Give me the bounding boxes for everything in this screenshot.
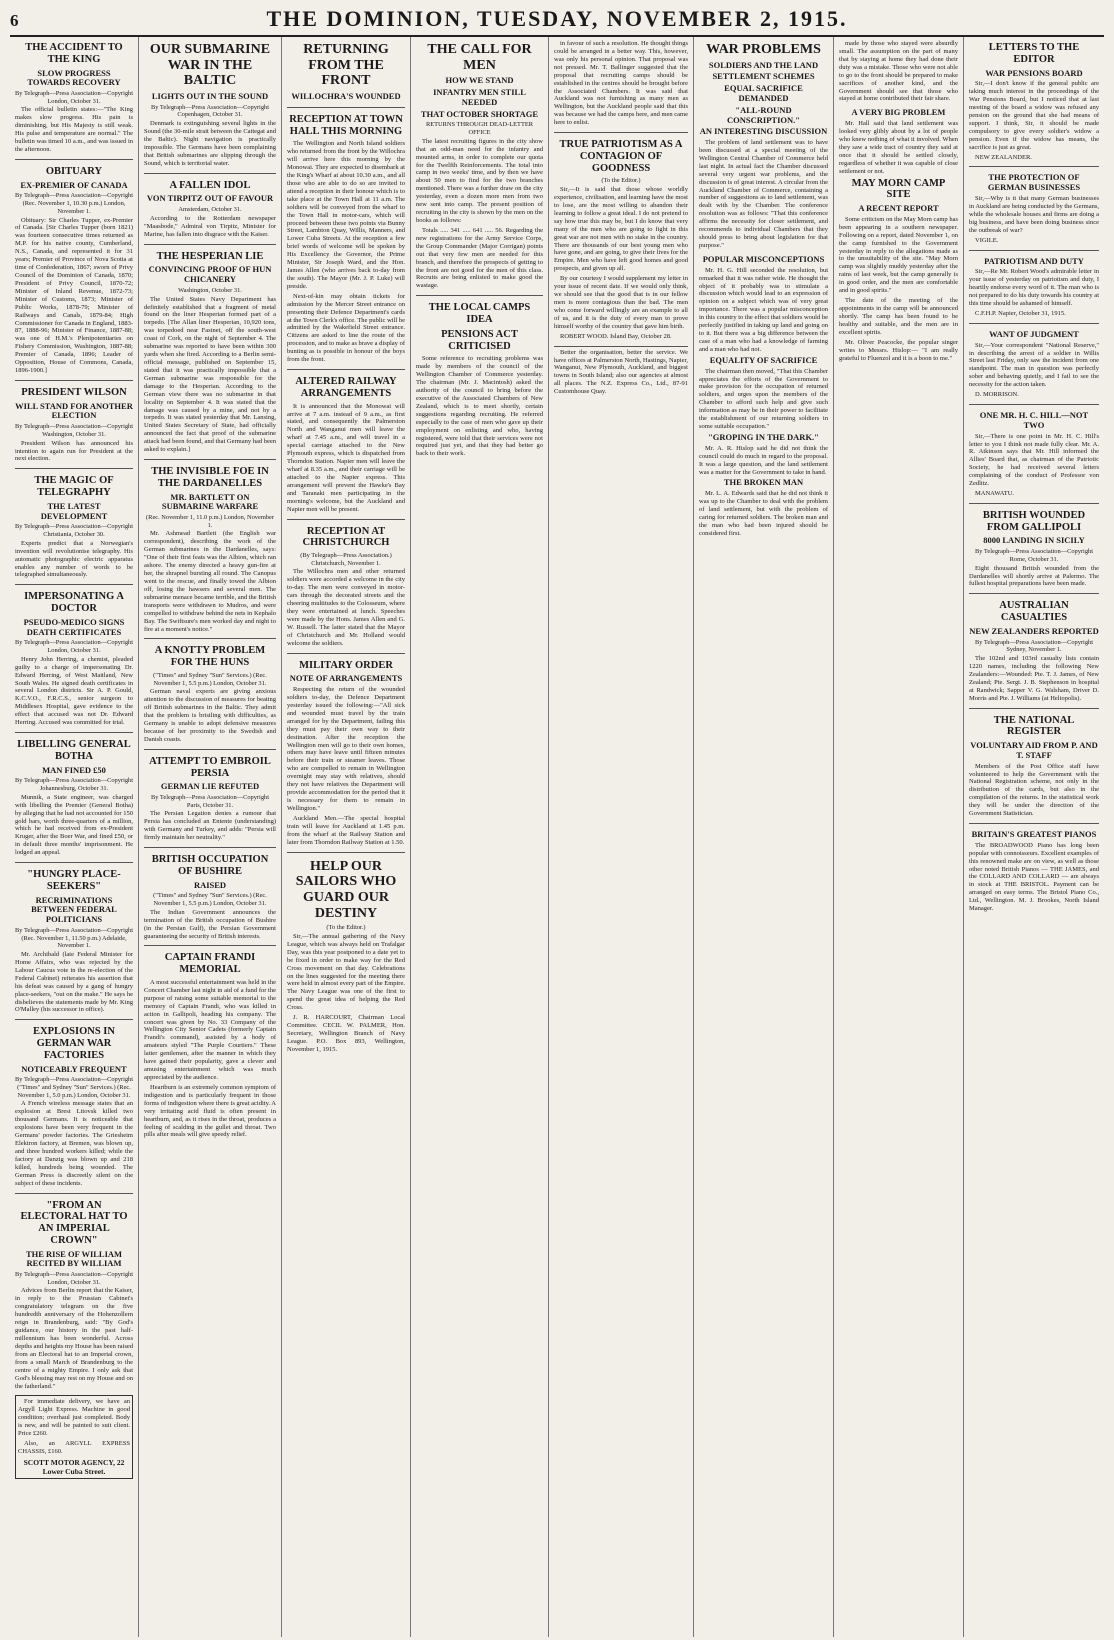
subheadline: A RECENT REPORT [858,203,939,214]
article-returning-front [287,42,405,102]
column-2 [139,37,282,1637]
dateline: By Telegraph—Press Association—Copyright (Rec. November 1, 11.50 p.m.) Adelaide, November 1. [15,926,134,950]
section-broken-man [699,478,828,537]
headline: THE MAGIC OF TELEGRAPHY [34,475,114,499]
article-body: Eight thousand British wounded from the Dardanelles will shortly arrive at Palermo. The fullest hospital preparations have been made. [969,564,1099,588]
article-knotty-problem [144,638,276,743]
headline: LIBELLING GENERAL BOTHA [17,739,131,762]
article-body: The date of the meeting of the appointments in the camp will be announced shortly. The camp has been found to be healthy and suitable, and the men are in excellent spirits. [839,297,958,336]
article-body: By our courtesy I would supplement my letter in your issue of recent date. If we would only think, we should see that the good that is in our fellow men is more contagious than the bad. The men who come forward willingly are an example to all of us, and it is the duty of every man to prove himself worthy of the country that gave him birth. [554,275,688,330]
dateline: RETURNS THROUGH DEAD-LETTER OFFICE [425,121,534,137]
article-body: in favour of such a resolution. He thought things could be arranged in a better way. This, however, was only his personal opinion. That proposal was not pressed. Mr. T. Ballinger suggested that the proposal that recruiting camps should be established in the centres should be brought before the Associated Chambers. It was said that Auckland was not furnishing as many men as Wellington, but the Auckland people said that this was because we had the camps here, and men came here to enlist. [554,40,688,127]
subheadline: 8000 LANDING IN SICILY [983,535,1085,546]
article-body: Sir,—Re Mr. Robert Wood's admirable letter in your issue of yesterday on patriotism and duty, I heartily endorse every word of it. The man who is not prepared to do his duty towards his country at this time should be ashamed of himself. [969,268,1099,307]
subheadline: THAT OCTOBER SHORTAGE [420,108,539,119]
article-body: Henry John Herring, a chemist, pleaded guilty to a charge of impersonating Dr. Edward Herring, of West Maitland, New South Wales. He signed death certificates in several London districts. Sir A. P. Gould, K.C.V.O., F.R.C.S., senior surgeon to Middlesex Hospital, gave evidence to the effect that accused was not Dr. Edward Herring. Accused was committed for trial. [15,655,133,727]
article-body: President Wilson has announced his intention to again run for President at the next election. [15,439,133,463]
headline: AUSTRALIAN CASUALTIES [999,600,1069,624]
article-body: The problem of land settlement was to have been discussed at a special meeting of the Wellington Central Chamber of Commerce held last night. In actual fact the Chamber discussed several very urgent war problems, and the discussion is of great interest. A circular from the Auckland Chamber of Commerce, containing a number of suggestions as to land settlement, was dealt with by the Chamber. The conference resolution was as follows: "That this conference affirms the necessity for closer settlement, and recommends to individual Chambers that they should press to bring about legislation for that purpose." [699,139,828,250]
subheadline: INFANTRY MEN STILL NEEDED [433,87,526,107]
headline: PATRIOTISM AND DUTY [984,255,1084,266]
article-body: Heartburn is an extremely common symptom of indigestion and is particularly frequent in those forms of indigestion where there is great acidity. A very irritating acid fluid is often present in heartburn, and, as it rises in the throat, produces a feeling of scalding in the gullet and throat. Two pills after meals will give speedy relief. [144,1083,276,1139]
article-body: Mr. A. R. Hislop said he did not think the council could do much in regard to the proposal. It was a large question, and the land settlement was a matter for the Government to take in hand. [699,444,828,476]
section-big-problem [839,108,958,175]
section-misconceptions [699,255,828,354]
signature: MANAWATU. [975,490,1015,498]
headline: "FROM AN ELECTORAL HAT TO AN IMPERIAL CROWN" [20,1199,128,1246]
article-continued [554,40,688,127]
subheadline: LIGHTS OUT IN THE SOUND [151,91,269,102]
article-body: Members of the Post Office staff have volunteered to help the Government with the National Registration scheme, not only in the distribution of the cards, but also in the compilation of the returns. In the statistical work they will be under the direction of the Government Statistician. [969,762,1099,818]
article-continued [839,40,958,103]
dateline: By Telegraph—Press Association—Copyright ("Times" and Sydney "Sun" Services.) (Rec. November 1, 5.0 p.m.) London, October 31. [15,1076,134,1099]
section-heading: "GROPING IN THE DARK." [708,431,819,442]
dateline: By Telegraph—Press Association—Copyright Rome, October 31. [974,548,1093,563]
column-3 [282,37,411,1637]
article-body: The chairman then moved, "That this Chamber appreciates the efforts of the Government to make provision for the occupation of returned soldiers, and urges upon the members of the Chamber to afford such help and give such information as may be in their power to facilitate the establishment of our returning soldiers in some suitable occupation." [699,367,828,431]
dateline: By Telegraph—Press Association—Copyright Copenhagen, October 31. [150,103,269,119]
dateline: ("Times" and Sydney "Sun" Services.) (Rec. November 1, 5.5 p.m.) London, October 31. [153,671,267,687]
headline: OUR SUBMARINE WAR IN THE BALTIC [149,42,271,89]
headline: THE NATIONAL REGISTER [993,714,1075,738]
dateline: (By Telegraph—Press Association.) Christchurch, November 1. [300,552,392,567]
subheadline: NOTE OF ARRANGEMENTS [289,673,403,684]
subheadline: WILL STAND FOR ANOTHER ELECTION [15,400,133,421]
article-british-wounded [969,503,1099,588]
headline: LETTERS TO THE EDITOR [988,42,1080,65]
article-body: Munnik, a State engineer, was charged with libelling the Premier (General Botha) by alleging that he had not accounted for 150 gold bars, worth three-quarters of a million, which he had received from ex-President Kruger, after the Boer War, and fined £50, or in default three months' imprisonment. He lodged an appeal. [15,793,133,857]
article-king-accident [15,42,133,154]
subheadline: WILLOCHRA'S WOUNDED [291,91,401,102]
dateline: By Telegraph—Press Association—Copyright Christiania, October 30. [15,523,134,539]
headline: THE LOCAL CAMPS IDEA [428,302,531,326]
article-body: Advices from Berlin report that the Kaiser, in reply to the Prussian Cabinet's congratulatory telegram on the five hundredth anniversary of the Hohenzollern reign in Brandenburg, said: "By God's guidance, our history in the past half-millennium has been wonderful. Across depths and heights my House has been raised from an Electoral hat to an Imperial crown, from a small March of Brandenburg to the centre of a mighty Empire. I only ask that God's blessing may rest on my House and on the fatherland." [15,1287,133,1390]
article-body: The official bulletin states:—"The King makes slow progress. His pain is diminishing, but His Majesty is still weak. His pulse and temperature are normal." The bulletin was timed 10 a.m., and was issued in the afternoon. [15,106,133,154]
article-true-patriotism [554,132,688,340]
headline: THE ACCIDENT TO THE KING [25,42,123,65]
headline: A FALLEN IDOL [169,179,251,191]
subheadline: NEW ZEALANDERS REPORTED [969,625,1099,636]
headline: IMPERSONATING A DOCTOR [24,591,124,615]
article-christchurch [287,519,405,648]
headline: MAY MORN CAMP SITE [851,177,946,201]
article-call-for-men [416,42,543,290]
article-body: The Persian Legation denies a rumour that Persia has concluded an Entente (understanding) with Germany and Turkey, and adds: "Persia will firmly maintain her neutrality." [144,810,276,842]
article-body: Sir,—The annual gathering of the Navy League, which was always held on Trafalgar Day, was this year postponed to a date yet to be fixed in order to make way for the Red Cross movement on that day. Celebrations on the lines suggested for the meeting there were held in almost every part of the Empire. The Navy League was one of the first to spend the great idea of helping the Red Cross. [287,932,405,1012]
subheadline: WAR PENSIONS BOARD [985,67,1083,78]
article-telegraphy [15,468,133,579]
headline: BRITAIN'S GREATEST PIANOS [971,829,1097,840]
article-body: Respecting the return of the wounded soldiers to-day, the Defence Department yesterday issued the following:—"All sick and wounded must travel by the train arranged for by the Department, failing this they must pay their own way to their destination. After the reception the Wellington men will go to their own homes, others may have leave until fifteen minutes before their train or steamer leaves. Those who are compelled to remain in Wellington overnight may stay with relatives, should they not have relatives the Department will provide accommodation for the period that it is necessary for them to remain in Wellington." [287,686,405,812]
dateline: By Telegraph—Press Association—Copyright Sydney, November 1. [974,638,1093,654]
dateline: (To the Editor.) [601,177,641,185]
dateline: ("Times" and Sydney "Sun" Services.) (Rec. November 1, 5.5 p.m.) London, October 31. [153,892,267,908]
article-body: Sir,—It is said that those whose worldly experience, civilisation, and learning have the most to lose, are the most willing to abandon their learning to follow a great ideal. I do not pretend to say how true this may be, but I do know that very many of the men who are going to fight in this great war are not men with no stake in the country. There are thousands of our best young men who have gone, and are going, to give their lives for the Empire. Men who have left good homes and good prospects, and given up all. [554,186,688,273]
headline: HELP OUR SAILORS WHO GUARD OUR DESTINY [295,858,397,921]
article-body: Sir,—I don't know if the general public are taking much interest in the proceedings of the War Pensions Board, but I noticed that at last meeting of the board a widow was refused any pension on the ground that she had means of support. I think, Sir, it should be made compulsory to give every soldier's widow a pension. Even if the widow has means, the sacrifice is just as great. [969,80,1099,151]
signature: D. MORRISON. [975,391,1019,399]
headline: BRITISH WOUNDED FROM GALLIPOLI [982,509,1086,533]
headline: A KNOTTY PROBLEM FOR THE HUNS [154,645,266,669]
article-hesperian [144,244,276,454]
article-president-wilson [15,380,133,463]
subheadline: SOLDIERS AND THE LAND [708,59,819,70]
subheadline: VON TIRPITZ OUT OF FAVOUR [146,193,274,204]
ad-text: For immediate delivery, we have an Argyll Light Express. Machine in good condition; overhaul just completed. Body is new, and will be painted to suit client. Price £260. [18,1398,130,1438]
article-body: A most successful entertainment was held in the Concert Chamber last night in aid of a fund for the purpose of raising some suitable memorial to the memory of Captain Frandi, who was killed in action in Gallipoli, heading his company. The concert was given by No. 33 Company of the Wellington City Senior Cadets (formerly Captain Frandi's command), assisted by a body of amateurs styled "The Purple Courtiers." These latter gentlemen, after the manner in which they have gained their popularity, gave a clever and amusing entertainment which was much appreciated by the audience. [144,978,276,1081]
article-railway [287,369,405,513]
article-frandi-memorial [144,945,276,1139]
headline: THE PROTECTION OF GERMAN BUSINESSES [987,172,1081,193]
column-6 [694,37,834,1637]
subheadline: THE RISE OF WILLIAM RECITED BY WILLIAM [25,1248,123,1269]
article-military-order [287,653,405,847]
article-dardanelles [144,459,276,633]
article-body: Denmark is extinguishing several lights in the Sound (the 30-mile strait between the Cattegat and the Baltic). Night navigation is practically impossible. The Germans have been complaining that British submarines are slipping through the Sound, which is territorial water. [144,120,276,167]
headline: WAR PROBLEMS [706,42,821,57]
dateline: Washington, October 31. [178,286,242,294]
subheadline: "ALL-ROUND CONSCRIPTION." [727,104,800,125]
subheadline: MR. BARTLETT ON SUBMARINE WARFARE [161,491,259,512]
masthead [10,6,1104,37]
headline: ATTEMPT TO EMBROIL PERSIA [149,755,271,779]
section-heading: EQUALITY OF SACRIFICE [709,354,818,365]
article-want-judgment [969,323,1099,399]
article-body: Totals ..... 341 ..... 641 ..... 56. Regarding the new registrations for the Army Service Corps, the Group Commander (Major Corrigan) points out that very few men are needed for this branch, and therefore the prospects of getting to the front are not good for the men of this class. Recruits are being enlisted to make good the wastage. [416,226,543,290]
headline: THE HESPERIAN LIE [156,250,264,262]
subheadline: HOW WE STAND [445,75,514,86]
article-body: Experts predict that a Norwegian's invention will revolutionise telegraphy. His automatic photographic electric apparatus enables any number of words to be telegraphed simultaneously. [15,539,133,579]
ad-text: Better the organisation, better the service. We have offices at Palmerston North, Hastings, Napier, Wanganui, New Plymouth, Auckland, and biggest towns in South Island; also our agencies at almost all places. The N.Z. Express Co., Ltd., 87-91 Customhouse Quay. [554,348,688,396]
article-place-seekers [15,862,133,1014]
ad-extra: Also, an ARGYLL EXPRESS CHASSIS, £160. [18,1440,130,1455]
columns [10,37,1104,1637]
headline: EXPLOSIONS IN GERMAN WAR FACTORIES [33,1026,115,1061]
article-body: Some criticism on the May Morn camp has been appearing in a southern newspaper. Following on a report, dated November 1, on the camp furnished to the Government yesterday in reply to the allegations made as to the unsuitability of the site. "May Morn camp was slightly muddy yesterday after the rains of last week, but the camp generally is in good order, and the men are comfortable and in good spirits." [839,215,958,295]
signature: NEW ZEALANDER. [975,153,1032,161]
headline: TRUE PATRIOTISM AS A CONTAGION OF GOODNESS [559,139,683,174]
article-body: Auckland Men.—The special hospital train will leave for Auckland at 1.45 p.m. from the wharf at the Railway Station and later from Thorndon Railway Station at 1.50. [287,814,405,846]
advertisement-express-co [554,346,688,397]
dateline: By Telegraph—Press Association—Copyright London, October 31. [15,1271,134,1286]
article-body: Some reference to recruiting problems was made by members of the council of the Wellington Chamber of Commerce yesterday. The chairman (Mr. J. Macintosh) asked the authority of the council to bring before the executive of the Associated Chambers of New Zealand, which is to meet shortly, certain suggestions regarding recruiting. He referred especially to the case of men who gave up their employment on enlisting and who, having registered, were told that their services were not required just yet, and that they had better go back to their work. [416,355,543,458]
headline: THE INVISIBLE FOE IN THE DARDANELLES [151,466,269,489]
article-may-morn-camp [839,178,958,363]
article-submarine-baltic [144,42,276,168]
article-body: Mr. Archibald (late Federal Minister for Home Affairs, who was rejected by the Labour Caucus vote in the re-election of the Federal Cabinet) reiterates his assertion that his defeat was caused by a gang of hungry place-seekers, "out on the make." He says he disbelieves the statements made by Mr. King O'Malley (his successor in office). [15,950,133,1014]
headline: RETURNING FROM THE FRONT [303,42,389,89]
article-navy-league [287,852,405,1054]
section-equality [699,356,828,431]
subheadline: EQUAL SACRIFICE DEMANDED [724,83,803,103]
article-australian-casualties [969,593,1099,702]
subheadline: CONVINCING PROOF OF HUN CHICANERY [148,264,272,285]
article-hill [969,404,1099,498]
dateline: By Telegraph—Press Association—Copyright Paris, October 31. [150,794,269,809]
headline: RECEPTION AT CHRISTCHURCH [302,525,390,549]
subheadline: MAN FINED £50 [42,764,106,775]
article-imperial-crown [15,1193,133,1391]
headline: WANT OF JUDGMENT [989,328,1079,339]
article-national-register [969,708,1099,818]
article-patriotism-duty [969,250,1099,318]
article-body: made by those who stayed were absurdly small. The assumption on the part of many that by staying at home they had done their duty was a mistake. Those who were not able to go to the front should be prepared to make sacrifices of another kind, and the Government should see that those who stayed at home contributed their fair share. [839,40,958,103]
dateline: (Rec. November 1, 11.0 p.m.) London, November 1. [146,514,274,529]
signature: VIGILE. [975,236,999,244]
subheadline: SLOW PROGRESS TOWARDS RECOVERY [27,67,121,88]
subheadline: GERMAN LIE REFUTED [160,781,260,792]
dateline: By Telegraph—Press Association—Copyright Washington, October 31. [15,423,134,438]
dateline: Amsterdam, October 31. [178,206,242,214]
headline: PRESIDENT WILSON [21,386,127,398]
article-explosions [15,1019,133,1187]
dateline: By Telegraph—Press Association—Copyright London, October 31. [15,639,134,655]
article-body: Mr. Hall said that land settlement was looked very glibly about by a lot of people who knew nothing of what it involved. When they saw a wide tract of country they said at once that it should be settled closely, regardless of whether it was capable of close settlement or not. [839,120,958,175]
advertisement-scott-motor [15,1395,133,1478]
headline: PENSIONS ACT CRITICISED [441,328,518,352]
headline: THE CALL FOR MEN [427,42,532,73]
section-heading: A VERY BIG PROBLEM [851,107,946,118]
article-body: Next-of-kin may obtain tickets for admission by the Mercer Street entrance on presenting their Defence Department's cards at the Town Clerk's office. The public will be admitted by the Wakefield Street entrance. Citizens are asked to line the route of the procession, and to make as brave a display of bunting as is possible in honour of the boys from the front. [287,292,405,364]
article-pianos [969,823,1099,913]
headline: MILITARY ORDER [299,659,393,671]
page-number: 6 [10,11,19,30]
subheadline: NOTICEABLY FREQUENT [21,1063,127,1074]
article-body: The United States Navy Department has definitely established that a fragment of metal found on the liner Hesperian formed part of a torpedo. [The Allan liner Hesperian, 10,920 tons, was torpedoed near Fastnet, off the south-west coast of Cork, on the night of September 4. The submarine was reported to have been within 300 yards when she fired. According to a Berlin semi-official message, published on September 15, stated that it was practically impossible that a German submarine was responsible for the damage to the Hesperian. According to the German view there was no submarine in that locality on September 4. It was stated that the damage was caused by a mine, and not by a torpedo. It was stated yesterday that Mr. Lansing, United States Secretary of State, had officially announced the fact that proof of the submarine attack had been found, and that Germany had been asked to explain.] [144,295,276,454]
article-war-problems [699,42,828,250]
article-body: Mr. Ashmead Bartlett (the English war correspondent), describing the work of the German submarines in the Dardanelles, says: "One of their first feats was the Albion, which ran ashore. The enemy directed a heavy gun-fire at her, the shrapnel bursting all round. The Canopus went to the rescue, and finally towed the Albion off, losing the hawsers and several men. The submarine menace became terrible, and the British transports were withdrawn to Mudros, and were compelled to withdraw behind the nets in Kephalo Bay. The Swiftsure's men worked day and night to fire at a moment's notice." [144,530,276,633]
headline: ONE MR. H. C. HILL—NOT TWO [979,410,1089,430]
article-fallen-idol [144,173,276,239]
signature: J. R. HARCOURT, Chairman Local Committee. CECIL W. PALMER, Hon. Secretary, Wellington Branch of Navy League. P.O. Box 893, Wellington, November 1, 1915. [287,1014,405,1053]
article-body: According to the Rotterdam newspaper "Maasbode," Admiral von Tirpitz, Minister for Marine, has fallen into disgrace with the Kaiser. [144,214,276,238]
article-body: A French wireless message states that an explosion at Brest Litovsk killed two thousand Germans. It is noticeable that explosions have been very frequent in the Germans' powder factories. The Griesheim Elektron factory, at Bremen, was blown up, and three hundred workers killed; while the factory at Danzig was blown up and 218 killed, hundreds being wounded. The German Press is discreetly silent on the subject of these incidents. [15,1100,133,1187]
article-body: Mr. Oliver Peacocke, the popular singer writes to Messrs. Hislop:— "I am really grateful to Fluenzol and it is a boon to me." [839,338,958,362]
section-heading: THE BROKEN MAN [723,477,804,488]
dateline: (To the Editor.) [326,924,366,932]
article-letters [969,42,1099,161]
article-local-camps [416,295,543,458]
article-body: Mr. H. G. Hill seconded the resolution, but remarked that it was rather wide. He thought the object of it probably was to stimulate a discussion which would lead to an expression of opinion on a subject which was of very great importance. There was a popular misconception in this country to the effect that soldiers would be perfectly justified in taking up land and going on to it. But there was a big difference between the case of a man who had a knowledge of farming and a man who had not. [699,266,828,353]
signature: C.F.H.P. Napier, October 31, 1915. [975,309,1066,317]
newspaper-title: THE DOMINION, TUESDAY, NOVEMBER 2, 1915. [266,6,848,31]
subheadline: THE LATEST DEVELOPMENT [40,500,108,521]
dateline: By Telegraph—Press Association—Copyright London, October 31. [15,90,134,105]
ad-name: SCOTT MOTOR AGENCY, 22 Lower Cuba Street. [23,1457,125,1476]
article-body: The Indian Government announces the termination of the British occupation of Bushire (in the Persian Gulf), the Persian Government guaranteeing the security of British interests. [144,908,276,940]
dateline: By Telegraph—Press Association—Copyright Johannesburg, October 31. [15,777,134,793]
headline: CAPTAIN FRANDI MEMORIAL [164,952,256,976]
column-1 [10,37,139,1637]
article-botha [15,732,133,857]
article-body: The Willochra men and other returned soldiers were accorded a welcome in the city to-day. The men were conveyed in motor-cars through the decorated streets and the cheering multitudes to the Colosseum, where they were entertained at lunch. Speeches were made by the Hons. James Allen and G. W. Russell. The latter stated that the Mayor of Christchurch and Mr. Holland would welcome the soldiers. [287,568,405,647]
column-4 [411,37,549,1637]
headline: OBITUARY [45,165,103,177]
article-german-businesses [969,166,1099,244]
article-obituary [15,159,133,375]
section-groping [699,433,828,476]
column-5 [549,37,694,1637]
column-7 [834,37,964,1637]
article-doctor [15,584,133,727]
signature: ROBERT WOOD. Island Bay, October 28. [560,332,672,340]
column-8 [964,37,1104,1637]
headline: "HUNGRY PLACE-SEEKERS" [27,869,121,892]
subheadline: RAISED [193,879,227,890]
article-bushire [144,847,276,940]
article-town-hall-reception [287,107,405,364]
subheadline: RECRIMINATIONS BETWEEN FEDERAL POLITICIANS [31,894,117,925]
subheadline: PSEUDO-MEDICO SIGNS DEATH CERTIFICATES [23,616,125,637]
dateline: By Telegraph—Press Association—Copyright (Rec. November 1, 10.30 p.m.) London, November 1. [15,192,134,215]
article-body: Sir,—Why is it that many German businesses in Auckland are being conducted by the Germans, while the wholesale houses and firms are doing a big business, and have been doing business since the outbreak of war? [969,195,1099,234]
headline: RECEPTION AT TOWN HALL THIS MORNING [289,113,403,137]
article-body: German naval experts are giving anxious attention to the discussion of measures for beating off British submarines in the Baltic. They admit that the problem is bristling with difficulties, as Germany is unable to adopt defensive measures because of her proximity to the Swedish and Danish coasts. [144,688,276,743]
article-persia [144,749,276,842]
article-body: Mr. L. A. Edwards said that he did not think it was up to the Chamber to deal with the problem of land settlement, but with the problem of caring for returned soldiers. The broken man and the man who had been injured should be considered first. [699,490,828,537]
subheadline: EX-PREMIER OF CANADA [20,179,128,190]
subheadline: SETTLEMENT SCHEMES [712,71,815,82]
article-body: The 102nd and 103rd casualty lists contain 1220 names, including the following New Zealanders:—Wounded: Pte. T. J. James, of New Zealand; Pte. Sergt. J. B. Stephenson in hospital at Randwick; Sapper V. G. Walsham, Driver D. Morris and Pte. J. Williams (at Heliopolis). [969,655,1099,702]
article-body: The latest recruiting figures in the city show that an odd-man need for the infantry and mounted arms, in order to complete our quota for the Twelfth Reinforcements. The total into camp in two weeks' time, and by then we have about 50 men to find for the two branches mentioned. There was a further draw on the city yesterday, even a dozen more men from two new sent into camp. The present position of recruiting in the city is shown by the men on the books as follows: [416,137,543,224]
article-body: Sir,—There is one point in Mr. H. C. Hill's letter to you I think not made fully clear. Mr. A. R. Atkinson says that Mr. Hill informed the Allies' Board that, as chairman of the Patriotic Society, he had received several letters complaining of the conduct of Professor von Zedlitz. [969,432,1099,488]
article-body: The Wellington and North Island soldiers who returned from the front by the Willochra will arrive here this morning by the Monowai. They are expected to disembark at the King's Wharf at about 10.30 a.m., and all those who are able to do so are invited to attend a reception in their honour which is to take place at the Town Hall at 11 a.m. The soldiers will be conveyed from the wharf to the Town Hall in motor-cars, which will proceed between these two points via Bunny Street, Lambton Quay, Willis, Manners, and Lower Cuba Streets. At the reception a few brief words of welcome will be spoken by His Excellency the Governor, the Prime Minister, Sir Joseph Ward, and the Hon. James Allen (who arrives back to-day from the south). The Mayor (Mr. J. P. Luke) will preside. [287,140,405,290]
article-body: Obituary: Sir Charles Tupper, ex-Premier of Canada. [Sir Charles Tupper (born 1821) was fourteen consecutive times returned as M.P. for his native county, Cumberland, N.S., Canada, and represented it for 31 years; Premier of Province of Nova Scotia at time of Confederation, 1867; sworn of Privy Council of the Dominion of Canada, 1870; President of Privy Council, 1870-72; Minister of Inland Revenue, 1872-73; Minister of Customs, 1873; Minister of Public Works, 1878-79; Minister of Railways and Canals, 1879-84; High Commissioner for Canada in England, 1883-87, 1888-96; Minister of Finance, 1887-88; was one of H.M.'s Plenipotentiaries on Fishery Commission, Washington, 1887-88; Premier of Canada, 1896; Leader of Opposition, House of Commons, Canada, 1896-1900.] [15,216,133,375]
article-body: The BROADWOOD Piano has long been popular with connoisseurs. Excellent examples of this renowned make are on view, as well as those other noted British Pianos — THE JAMES, and the COLLARD AND COLLARD — are always in stock at THE BRISTOL. Payment can be arranged on easy terms. The Bristol Piano Co., Ltd., Wellington. M. J. Brookes, North Island Manager. [969,841,1099,913]
headline: ALTERED RAILWAY ARRANGEMENTS [295,376,397,399]
article-body: Sir,—Your correspondent "National Reserve," in describing the arrest of a soldier in Willis Street last Friday, only saw the incident from one standpoint. The man in question was perfectly sober and behaving quietly, and I fail to see the necessity for the action taken. [969,341,1099,389]
subheadline: VOLUNTARY AID FROM P. AND T. STAFF [970,740,1098,760]
headline: BRITISH OCCUPATION OF BUSHIRE [151,854,269,877]
section-heading: POPULAR MISCONCEPTIONS [702,253,825,264]
subheadline: AN INTERESTING DISCUSSION [699,126,828,137]
article-body: It is announced that the Monowai will arrive at 7 a.m. instead of 9 a.m., as first stated, and consequently the Palmerston North and Wanganui men will leave the wharf at 7.45 a.m., and will travel in a special carriage attached to the New Plymouth express, which is dispatched from Thorndon Station. Napier men will leave the wharf at 8.35 a.m., and their carriage will be attached to the Napier express. This arrangement will prevent the Hawke's Bay and Taranaki men participating in the morning's welcome, but the Auckland and Napier men will be present. [287,402,405,513]
